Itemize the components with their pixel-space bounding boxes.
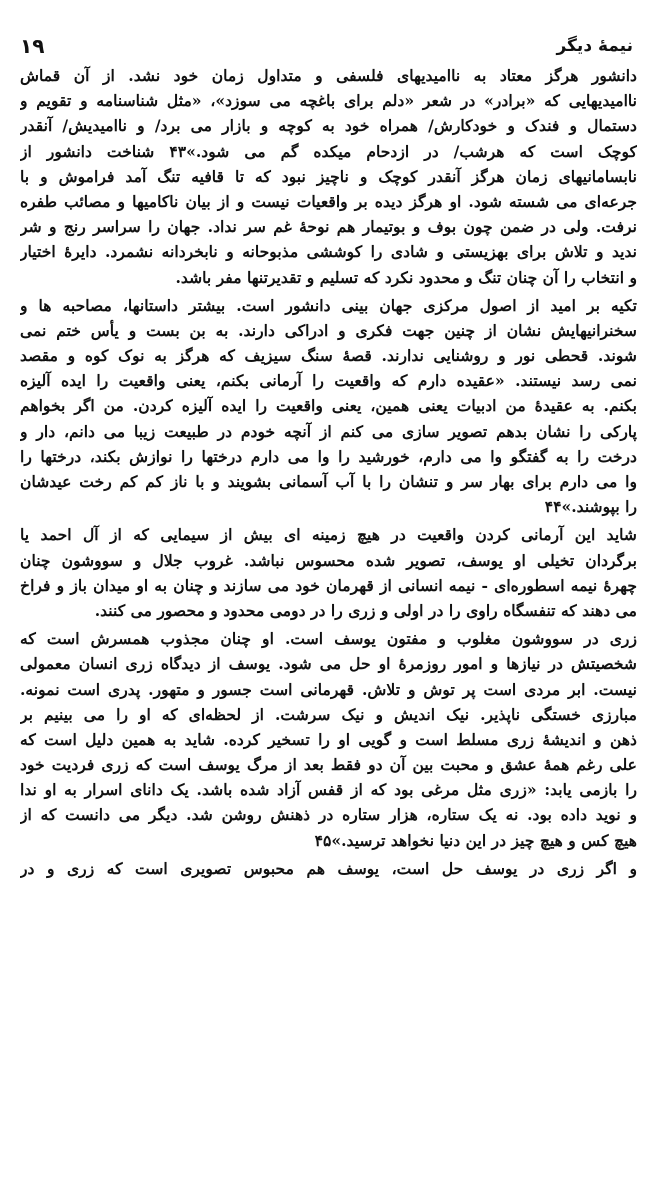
text-line: را بازمی یابد: «زری مثل مرغی بود که از قفس آزاد شده باشد. یک دانای اسرار به او ندا <box>20 780 637 800</box>
text-line: کوچک است که هرشب/ در ازدحام میکده گم می شود.»۴۳ شناخت دانشور از <box>20 141 637 161</box>
text-line: چهرهٔ نیمه اسطوره‌ای - نیمه انسانی از قهرمان خود می سازند و چنان به او میدان باز و فراخ <box>20 575 637 595</box>
text-line: شاید این آرمانی کردن واقعیت در هیچ زمینه ای بیش از سیمایی که از آل احمد یا <box>20 525 637 545</box>
text-line: علی رغم همهٔ عشق و محبت بین آن دو فقط بعد از مرگ یوسف است که زری فردیت خود <box>20 755 637 775</box>
text-line: تکیه بر امید از اصول مرکزی جهان بینی دانشور است. بیشتر داستانها، مصاحبه ها و <box>20 295 637 315</box>
text-line: سخنرانیهایش نشان از چنین جهت فکری و ادراکی دارند. به بن بست و یأس ختم نمی <box>20 320 637 340</box>
text-line: جرعه‌ای می شسته شود. او هرگز دیده بر واقعیات نیست و از بیان ناکامیها و مصائب طفره <box>20 191 637 211</box>
body-text <box>20 63 637 1195</box>
text-line: نمی رسد نیستند. «عقیده دارم که واقعیت را آرمانی بکنم، یعنی واقعیت را ایده آلیزه <box>20 371 637 391</box>
running-title: نیمهٔ دیگر <box>556 36 633 56</box>
paragraph <box>20 293 637 520</box>
text-line: و انتخاب را آن چنان تنگ و محدود نکرد که تسلیم و تقدیرتنها مفر باشد. <box>175 267 637 287</box>
text-line: و اگر زری در یوسف حل است، یوسف هم محبوس تصویری است که زری و در <box>20 858 637 878</box>
text-line: و نوید داده بود. نه یک ستاره، هزار ستاره در ذهنش روشن شد. دیگر می دانست که از <box>20 805 637 825</box>
text-line: شخصیتش در نیازها و امور روزمرهٔ او حل می شود. یوسف از دیدگاه زری انسان معمولی <box>20 654 637 674</box>
text-line: پارکی را نشان بدهم تصویر سازی می کنم از آنچه خودم در طبیعت زیبا می دانم، دار و <box>20 421 637 441</box>
text-line: درخت را به گفتگو وا می دارم، خورشید را وا می دارم درختها را نوازش بکند، درختها را <box>20 446 637 466</box>
text-line: وا می دارم برای بهار سر و تنشان را با آب آسمانی بشویند و با ناز کم کم رخت عیدشان <box>20 472 637 491</box>
text-line: را بپوشند.»۴۴ <box>544 497 637 517</box>
text-line: نرفت. ولی در ضمن چون بوف و بوتیمار هم نوحهٔ غم سر نداد. جهان را سراسر رنج و شر <box>20 217 637 237</box>
text-line: نابسامانیهای زمان هرگز آنقدر کوچک و ناچیز نبود که تا قافیه تنگ آمد فراموش و با <box>20 166 637 186</box>
text-line: برگردان تخیلی او یوسف، تصویر شده محسوس نباشد. غروب جلال و سووشون چنان <box>20 550 637 570</box>
paragraph <box>20 63 637 290</box>
text-line: شوند. قحطی نور و روشنایی ندارند. قصهٔ سنگ سیزیف که هرگز به نوک کوه و مقصد <box>20 346 637 366</box>
text-line: زری در سووشون مغلوب و مفتون یوسف است. او چنان مجذوب همسرش است که <box>20 629 637 649</box>
text-line: ذهن و اندیشهٔ زری مسلط است و گویی او را تسخیر کرده. شاید به همین دلیل است که <box>20 729 637 749</box>
text-line: ندید و تلاش برای بهزیستی و شادی را کوششی مذبوحانه و نابخردانه نشمرد. دایرهٔ اختیار <box>20 242 637 262</box>
text-line: نیست. ابر مردی است پر توش و تلاش. قهرمانی است جسور و متهور. پدری است نمونه. <box>20 679 637 699</box>
text-line: ناامیدیهایی که «برادر» در شعر «دلم برای باغچه می سوزد»، «مثل شناسنامه و تقویم و <box>20 91 637 111</box>
text-line: هیچ کس و هیچ چیز در این دنیا نخواهد ترسید.»۴۵ <box>314 830 637 850</box>
paragraph <box>20 856 637 881</box>
page-number: ۱۹ <box>20 34 45 58</box>
text-line: دانشور هرگز معتاد به ناامیدیهای فلسفی و متداول زمان خود نشد. از آن قماش <box>20 66 637 85</box>
paragraph <box>20 626 637 853</box>
text-line: می دهند که تنفسگاه راوی را در اولی و زری را در دومی محدود و محصور می کنند. <box>94 600 637 620</box>
text-line: دستمال و فندک و خودکارش/ همراه خود به کوچه و بازار می برد/ و ناامیدیش/ آنقدر <box>20 116 637 136</box>
text-line: مبارزی خستگی ناپذیر. نیک اندیش و نیک سرشت. از لحظه‌ای که او را می بینیم بر <box>20 704 637 724</box>
text-line: بکنم. به عقیدهٔ من ادبیات یعنی همین، یعنی واقعیت را ایده آلیزه کردن. من اگر بخواهم <box>20 396 637 416</box>
paragraph <box>20 522 637 623</box>
page-header <box>0 34 657 64</box>
